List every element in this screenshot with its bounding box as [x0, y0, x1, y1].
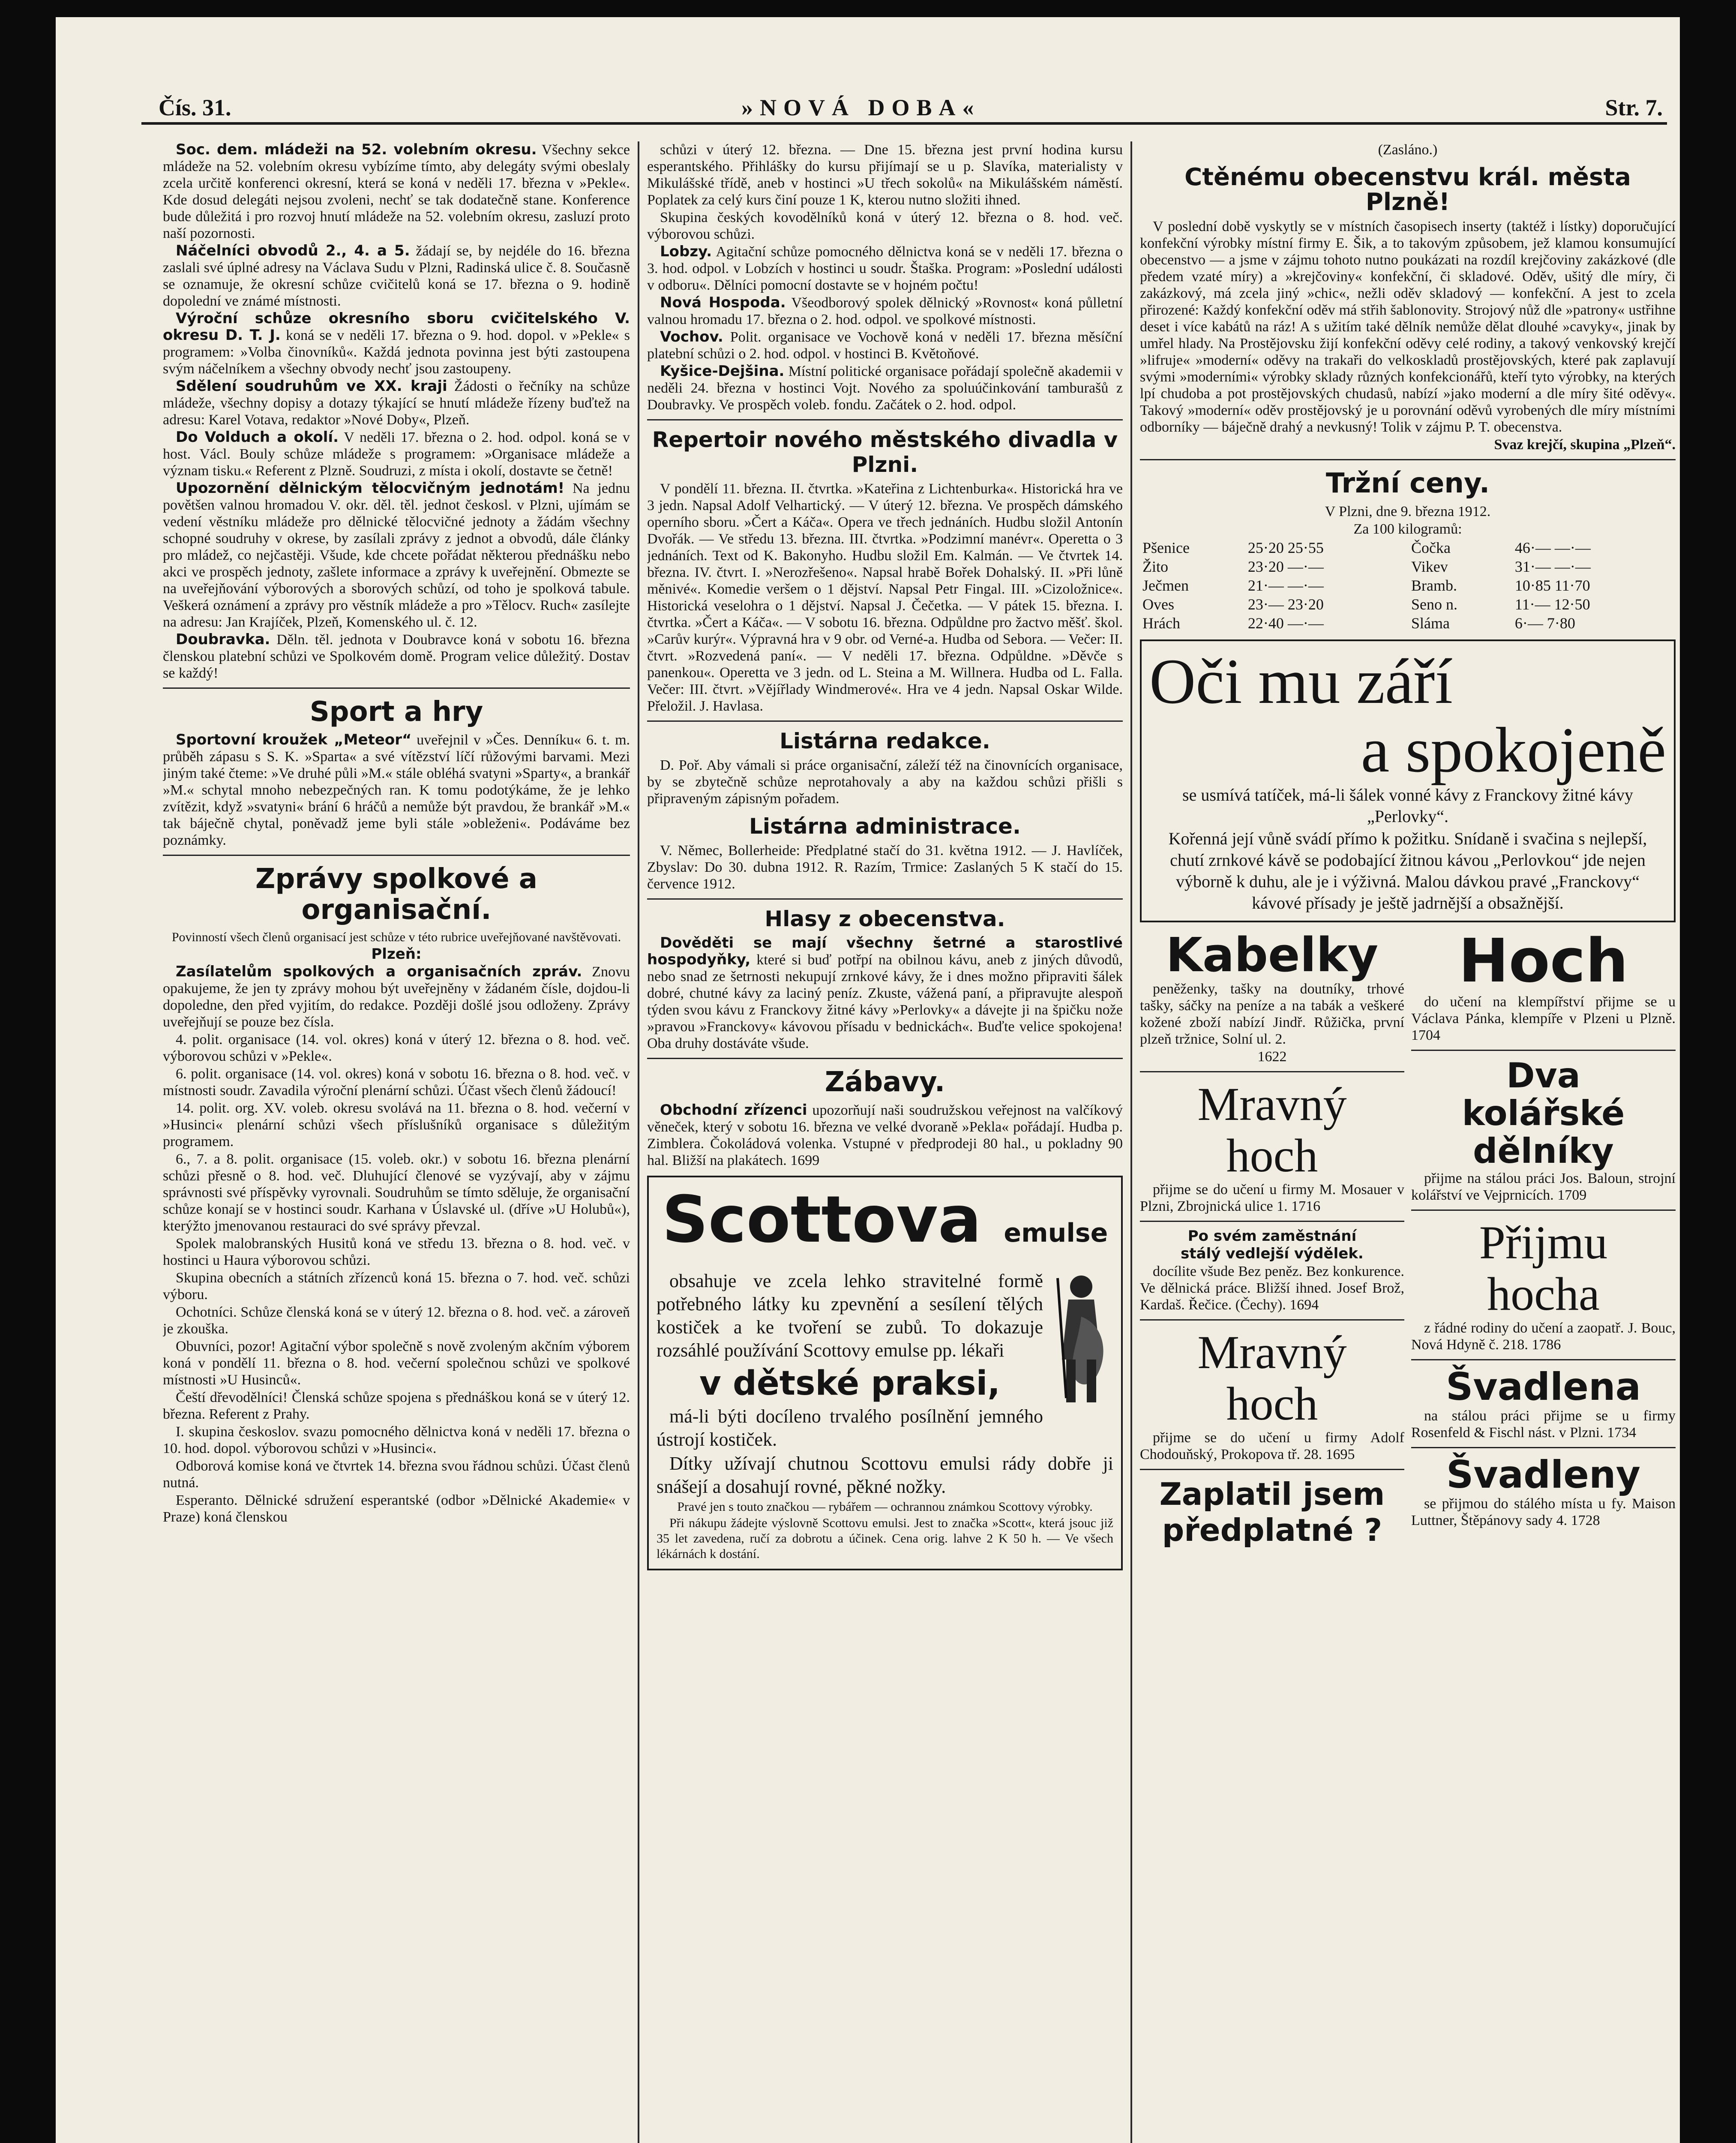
article: Sdělení soudruhům ve XX. kraji Žádosti o řečníky na schůze mládeže, všechny dopisy a dotazy týkající se hnutí mládeže řízeny buďtež na adresu: Karel Votava, redaktor »Nové Doby«, Plzeň.	[163, 378, 630, 428]
ad-title: Přijmu	[1479, 1216, 1608, 1269]
article: Sportovní kroužek „Meteor“ uveřejnil v »Čes. Denníku« 6. t. m. průběh zápasu s S. K. »Sparta« a své vítězství líčí růžovými barvami. Mezi jiným také čteme: »Ve druhé půli »M.« stále obléhá svatyni »Sparty«, a brankář »M.« schytal mnoho nebezpečných ran. K tomu podotýkáme, že je lehko zvítězit, když »svatyni« brání 6 hráčů a nemůže být pravdou, že brankář »M.« tak báječně chytal, poněvadž jeme byli stále »obleženi«. Podáváme bez poznámky.	[163, 731, 630, 848]
notice: Spolek malobranských Husitů koná ve středu 13. března o 8. hod. več. v hostinci u Haura výborovou schůzi.	[163, 1236, 630, 1268]
masthead-title: »NOVÁ DOBA«	[741, 95, 981, 120]
ad-title: Mravný	[1197, 1326, 1347, 1378]
classified-ads	[1140, 926, 1676, 1548]
ad-title: Scottova emulse	[662, 1183, 1108, 1257]
column-1	[163, 141, 630, 2143]
article: Nová Hospoda. Všeodborový spolek dělnický »Rovnost« koná půlletní valnou hromadu 17. března o 2. hod. odpol. ve spolkové místnosti.	[647, 294, 1123, 327]
ad-body: Dítky užívají chutnou Scottovu emulsi rády dobře ji snášejí a dosahují rovné, pěkné nožky.	[657, 1453, 1113, 1497]
ad-body: na stálou práci přijme se u firmy Rosenfeld & Fischl nást. v Plzni. 1734	[1411, 1408, 1676, 1441]
notice: 14. polit. org. XV. voleb. okresu svolává na 11. března o 8. hod. večerní v »Husinci« plenární schůzi všech příslušníků organisace s důležitým programem.	[163, 1100, 630, 1150]
article: Náčelníci obvodů 2., 4. a 5. žádají se, by nejdéle do 16. března zaslali své úplné adresy na Václava Sudu v Plzni, Radinská ulice č. 8. Současně se oznamuje, že okresní schůze cvičitelů koná se 17. března o 9. hodině dopolední ve známé místnosti.	[163, 242, 630, 309]
article: Soc. dem. mládeži na 52. volebním okresu. Všechny sekce mládeže na 52. volebním okresu vybízíme tímto, aby delegáty svými obeslaly zcela určitě konferenci okresní, která se koná v neděli 17. března v »Pekle«. Kde dosud delegáti nejsou zvoleni, nechť se tak dodatečně stane. Konference bude důležitá i pro rozvoj hnutí mládeže na 52. volebním okresu, zasluzí proto naší pozornosti.	[163, 141, 630, 241]
article: Kyšice-Dejšina. Místní politické organisace pořádají společně akademii v neděli 24. března v hostinci Vojt. Nového za spoluúčinkování tamburašů z Doubravky. Ve prospěch voleb. fondu. Začátek o 2. hod. odpol.	[647, 363, 1123, 413]
ad-title: Po svém zaměstnání	[1187, 1228, 1357, 1245]
section-heading-voices: Hlasy z obecenstva.	[765, 906, 1005, 931]
tailor-notice-text: V poslední době vyskytly se v místních časopisech inserty (taktéž i lístky) doporučující konfekční výrobky místní firmy E. Šik, a to takovým způsobem, jež klamou konsumující obecenstvo — a jsme v zájmu tohoto nutno poukázati na rozdíl krejčoviny zakázkové (dle předem vzaté míry) a »krejčoviny« konfekční, či skladové. Oděv, ušitý dle míry, či zakázkový, má zcela jiný »chic«, nežli oděv skladový — konfekční. A jest to zcela přirozené: Každý konfekční oděv má střih šablonovity. Strojový nůž dle »patrony« ustřihne deset i více kabátů na ráz! A s užitím také dělník nemůže dělat dlouhé »cavyky«, jinak by umřel hlady. Na Prostějovsku žijí konfekční oděvy celé rodiny, a takový venkovský krejčí »lifruje« »moderní« oděvy na trakaři do velkoskladů prostějovských, které pak zaplavují svými »moderními« výrobky sklady různých konfekcionářů, kteří tyto výrobky, na kterých lpí chudoba a pot prostějovských chudasů, nabízí »jako moderní a dle míry šité oděvy«. Takový »moderní« oděv prostějovský je u porovnání oděvů vyrobených dle míry místními odborníky — báječně drahý a nevkusný! Tolik v zájmu P. T. obecenstva.	[1140, 219, 1676, 435]
market-prices-heading: Tržní ceny.	[1325, 468, 1490, 499]
divider	[647, 898, 1123, 900]
ad-title: Oči mu září	[1149, 646, 1453, 717]
ad-body: má-li býti docíleno trvalého posílnění jemného ústrojí kostiček.	[657, 1406, 1043, 1450]
page-number: Str. 7.	[1605, 95, 1663, 120]
notice: Skupina českých kovodělníků koná v úterý 12. března o 8. hod. več. výborovou schůzi.	[647, 210, 1123, 242]
ad-body: peněženky, tašky na doutníky, trhové tašky, sáčky na peníze a na tabák a veškeré kožené zboží nabízí Jindř. Růžička, první plzeň tržnice, Solní ul. 2.	[1140, 981, 1404, 1047]
article: Vochov. Polit. organisace ve Vochově koná v neděli 17. března měsíční platební schůzi o 2. hod. odpol. v hostinci B. Květoňové.	[647, 328, 1123, 362]
administration-text: V. Němec, Bollerheide: Předplatné stačí do 31. května 1912. — J. Havlíček, Zbyslav: Do 30. dubna 1912. R. Razím, Trmice: Zaslaných 5 K stačí do 15. července 1912.	[647, 843, 1123, 892]
trademark-caption: Pravé jen s touto značkou — rybářem — ochrannou známkou Scottovy výrobky.	[677, 1500, 1093, 1514]
ad-body: přijme na stálou práci Jos. Baloun, strojní kolářství ve Vejprnicích. 1709	[1411, 1171, 1676, 1203]
ad-title: předplatné ?	[1162, 1512, 1382, 1548]
ad-title: hoch	[1226, 1129, 1318, 1182]
column-3	[1140, 141, 1676, 2143]
divider	[1140, 1469, 1404, 1470]
section-heading-editorial: Listárna redakce.	[780, 729, 990, 753]
ad-body: obsahuje ve zcela lehko stravitelné formě potřebného látky ku zpevnění a sesílení tělých kostiček a ke tvoření se zubů. To dokazuje rozsáhlé používání Scottovy emulse pp. lékaři	[657, 1270, 1043, 1361]
repertoire-text: V pondělí 11. března. II. čtvrtka. »Kateřina z Lichtenburka«. Historická hra ve 3 jedn. Napsal Adolf Velhartický. — V úterý 12. března. Ve prospěch dámského operního sboru. »Čert a Káča«. Opera ve třech jednáních. Hudbu složil Antonín Dvořák. — Ve středu 13. března. III. čtvrtka. »Podzimní manévr«. Operetta o 3 jednáních. Text od K. Bakonyho. Hudbu složil Em. Kalmán. — Ve čtvrtek 14. března. IV. čtvrt. I. »Nerozřešeno«. Napsal hrabě Bořek Dohalský. II. »Při lůně měnivé«. Komedie veršem o 1 dějství. Napsal Petr Fingal. III. »Cizoložnice«. Historická veselohra o 1 dějství. Napsal J. Čečetka. — V pátek 15. března. I. čtvrtka. »Čert a Káča«. — V sobotu 16. března. Odpůldne pro žactvo měšť. škol. »Carův kurýr«. Výpravná hra v 9 obr. od Verné-a. Hudba od Sebora. — Večer: II. čtvrt. »Rozvedená paní«. — V neděli 17. března. Odpůldne. »Děvče s panenkou«. Operetta ve 3 jedn. od L. Steina a M. Willnera. Hudba od L. Falla. Večer: III. čtvrt. »Vějířlady Windmerové«. Hra ve 4 jedn. Napsal Oskar Wilde. Přeložil. J. Havlasa.	[647, 481, 1123, 714]
column-2	[647, 141, 1123, 2143]
editorial-text: D. Poř. Aby vámali si práce organisační, záleží též na činovnících organisace, by se zbytečně schůze neprotahovaly a aby na každou schůzi přišli s připraveným zápisným pořadem.	[647, 757, 1123, 807]
divider	[163, 855, 630, 856]
section-intro: Povinností všech členů organisací jest schůze v této rubrice uveřejňované navštěvovati.	[171, 930, 621, 944]
ad-title: Mravný	[1197, 1078, 1347, 1130]
classified-column-right	[1411, 926, 1676, 1548]
article: Doubravka. Děln. těl. jednota v Doubravce koná v sobotu 16. března členskou platební schůzi ve Spolkovém domě. Program velice důležitý. Dostav se každý!	[163, 631, 630, 681]
ad-title: dělníky	[1473, 1131, 1614, 1171]
divider	[163, 687, 630, 689]
section-heading-entertainment: Zábavy.	[825, 1066, 945, 1098]
ad-body: přijme se do učení u firmy Adolf Chodouňský, Prokopova tř. 28. 1695	[1140, 1430, 1404, 1462]
market-date: V Plzni, dne 9. března 1912.	[1325, 504, 1491, 519]
ad-title: Švadlena	[1446, 1365, 1641, 1409]
tailor-notice-heading: Ctěnému obecenstvu král. města Plzně!	[1184, 163, 1631, 216]
notice: Čeští dřevodělníci! Členská schůze spojena s přednáškou koná se v úterý 12. března. Referent z Prahy.	[163, 1390, 630, 1422]
table-row: Ječmen 21·— —·— Bramb. 10·85 11·70	[1142, 577, 1590, 594]
article: Upozornění dělnickým tělocvičným jednotám! Na jednu povětšen valnou hromadou V. okr. děl. těl. jednot českosl. v Plzni, ujímám se vedení věstníku mládeže pro dělnické tělocvičné jednoty a žádám všechny schopné soudruhy v okrese, by zasílali zprávy z jednot a obvodů, dále články pro mládež, co nejčastěji. Všude, kde chcete pořádat některou přednášku nebo akci ve prospěch jednoty, zašlete informace a zprávy k uveřejnění. Obmezte se na uveřejňování výborových a sborových schůzí, od toho je spolková tabule. Veškerá oznámení a zprávy pro věstník mládeže a pro »Tělocv. Ruch« zasílejte na adresu: Jan Krajíček, Plzeň, Komenského ul. č. 12.	[163, 480, 630, 630]
ad-title: Kabelky	[1166, 927, 1379, 982]
table-row: Oves 23·— 23·20 Seno n. 11·— 12·50	[1142, 596, 1590, 613]
section-heading-sport: Sport a hry	[309, 696, 483, 728]
ad-title: Hoch	[1458, 926, 1628, 996]
market-prices-table	[1140, 538, 1676, 633]
newspaper-page	[56, 17, 1680, 2143]
perlovka-coffee-ad	[1140, 639, 1676, 922]
tailor-notice-signature: Svaz krejčí, skupina „Plzeň“.	[1494, 437, 1676, 453]
article: Lobzy. Agitační schůze pomocného dělnictva koná se v neděli 17. března o 3. hod. odpol. v Lobzích v hostinci u soudr. Štaška. Program: »Poslední události v odboru«. Dělníci pomocní dostavte se v hojném počtu!	[647, 243, 1123, 293]
article: Výroční schůze okresního sboru cvičitelského V. okresu D. T. J. koná se v neděli 17. března o 9. hod. dopol. v »Pekle« s programem: »Volba činovníků«. Každá jednota povinna jest býti zastoupena svým náčelníkem a všechny obvody nechť jsou zastoupeny.	[163, 310, 630, 377]
ad-number: 1622	[1257, 1049, 1287, 1065]
ad-body: se přijmou do stálého místa u fy. Maison Luttner, Štěpánovy sady 4. 1728	[1411, 1496, 1676, 1528]
divider	[1411, 1050, 1676, 1051]
ad-highlight: v dětské praksi,	[699, 1364, 1000, 1403]
ad-footer: Při nákupu žádejte výslovně Scottovu emulsi. Jest to značka »Scott«, která jsouc již 35 let zavedena, ručí za dobrotu a účinek. Cena orig. lahve 2 K 50 h. — Ve všech lékárnách k dostání.	[657, 1516, 1113, 1561]
header-rule	[141, 122, 1667, 125]
ad-title: kolářské	[1462, 1093, 1625, 1133]
ad-title: hocha	[1487, 1268, 1600, 1320]
ad-body: docílite všude Bez peněz. Bez konkurence. Ve dělnická práce. Bližší ihned. Josef Brož, Kardaš. Řečice. (Čechy). 1694	[1140, 1264, 1404, 1313]
ad-body: se usmívá tatíček, má-li šálek vonné kávy z Franckovy žitné kávy „Perlovky“.	[1182, 785, 1633, 826]
ad-title: Dva	[1506, 1056, 1580, 1096]
notice: Skupina obecních a státních zřízenců koná 15. března o 7. hod. več. schůzi výboru.	[163, 1270, 630, 1303]
ad-body: z řádné rodiny do učení a zaopatř. J. Bouc, Nová Hdyně č. 218. 1786	[1411, 1320, 1676, 1353]
ad-title: Zaplatil jsem	[1159, 1476, 1385, 1512]
divider	[1140, 1221, 1404, 1222]
notice: 6., 7. a 8. polit. organisace (15. voleb. okr.) v sobotu 16. března plenární schůzi přesně o 8. hod. več. Dluhující členové se vyzývají, aby v zájmu správnosti své příspěvky vyrovnali. Soudruhům se tímto sděluje, že organisační schůze konají se v hostinci soudr. Karhana v Úslavské ul. (dříve »U Holubů«), kterýžto jmenovanou restauraci do své správy převzal.	[163, 1151, 630, 1234]
table-row: Žito 23·20 —·— Vikev 31·— —·—	[1142, 558, 1591, 575]
issue-number: Čís. 31.	[159, 95, 231, 120]
section-heading-clubs: Zprávy spolkové a organisační.	[255, 863, 537, 926]
city-subheading: Plzeň:	[371, 945, 422, 963]
table-row: Pšenice 25·20 25·55 Čočka 46·— —·—	[1142, 539, 1591, 556]
notice: I. skupina českoslov. svazu pomocného dělnictva koná v neděli 17. března o 10. hod. dopol. výborovou schůzi v »Husinci«.	[163, 1424, 630, 1456]
notice: 4. polit. organisace (14. vol. okres) koná v úterý 12. března o 8. hod. več. výborovou schůzi v »Pekle«.	[163, 1032, 630, 1064]
divider	[647, 419, 1123, 420]
page-header	[56, 77, 1680, 124]
article: Do Volduch a okolí. V neděli 17. března o 2. hod. odpol. koná se v host. Václ. Bouly schůze mládeže s programem: »Organisace mládeže a význam tisku.« Referent z Plzně. Soudruzi, z místa i okolí, dostavte se četně!	[163, 429, 630, 479]
divider	[647, 720, 1123, 722]
divider	[1411, 1359, 1676, 1360]
ad-title: stálý vedlejší výdělek.	[1181, 1245, 1364, 1262]
sent-in-label: (Zasláno.)	[1378, 142, 1438, 158]
column-divider	[638, 141, 639, 2143]
column-divider	[1130, 141, 1132, 2143]
section-heading-repertoire: Repertoir nového městského divadla v Plzni.	[652, 427, 1118, 477]
divider	[1411, 1447, 1676, 1448]
notice: Odborová komise koná ve čtvrtek 14. března svou řádnou schůzi. Účast členů nutná.	[163, 1458, 630, 1491]
fisherman-trademark-icon	[1049, 1270, 1113, 1411]
notice: schůzi v úterý 12. března. — Dne 15. března jest první hodina kursu esperantského. Přihlášky do kursu přijímají se u p. Slavíka, materialisty v Mikulášské třídě, aneb v hostinci »U třech sokolů« na Mikulášském náměstí. Poplatek za celý kurs činí pouze 1 K, kterou nutno složiti ihned.	[647, 142, 1123, 208]
ad-title: a spokojeně	[1361, 714, 1666, 786]
ad-body: přijme se do učení u firmy M. Mosauer v Plzni, Zbrojnická ulice 1. 1716	[1140, 1182, 1404, 1214]
divider	[647, 1058, 1123, 1059]
divider	[1411, 1210, 1676, 1211]
ad-body: Kořenná její vůně svádí přímo k požitku. Snídaně i svačina s nejlepší, chutí zrnkové kávě se podobající žitnou kávou „Perlovkou“ jde nejen výborně k duhu, ale je i výživná. Malou dávkou pravé „Franckovy“ kávové přísady je ještě jadrnější a obsažnější.	[1168, 829, 1647, 912]
scott-emulsion-ad	[647, 1176, 1123, 1570]
table-row: Hrách 22·40 —·— Sláma 6·— 7·80	[1142, 615, 1575, 632]
divider	[1140, 459, 1676, 460]
classified-column-left	[1140, 929, 1404, 1548]
article: Obchodní zřízenci upozorňují naši soudružskou veřejnost na valčíkový věneček, který v sobotu 16. března ve velké dvoraně »Pekla« pořádají. Hudba p. Zimblera. Čokoládová volenka. Vstupné v předprodeji 80 hal., u pokladny 90 hal. Bližší na plakátech. 1699	[647, 1102, 1123, 1168]
ad-body: do učení na klempířství přijme se u Václava Pánka, klempíře v Plzeni u Plzně. 1704	[1411, 994, 1676, 1043]
divider	[1140, 1319, 1404, 1321]
notice: Obuvníci, pozor! Agitační výbor společně s nově zvoleným akčním výborem koná v pondělí 11. března o 8. hod. večerní společnou schůzi ve spolkové místnosti »U Husinců«.	[163, 1339, 630, 1388]
article: Zasílatelům spolkových a organisačních zpráv. Znovu opakujeme, že jen ty zprávy mohou být uveřejněny v žádaném čísle, dojdou-li dopoledne, den před vyjitím, do redakce. Později došlé jsou odloženy. Zprávy uveřejňují se pouze bez čísla.	[163, 963, 630, 1030]
article: Dověděti se mají všechny šetrné a starostlivé hospodyňky, které si buď potřpí na obilnou kávu, aneb z jiných důvodů, nebo snad ze šetrnosti nekupují zrnkové kávy, že i dnes možno připraviti šálek dobré, chutné kávy za laciný peníz. Zkuste, vážená paní, a připravujte alespoň týden svou kávu z Franckovy žitné kávy »Perlovky« a dávejte ji na špičku nože »pravou »Franckovy« kávovou přísadu v bednickách«. Buďte velice spokojena! Oba druhy dostáváte všude.	[647, 934, 1123, 1051]
ad-title: hoch	[1226, 1378, 1318, 1430]
notice: Ochotníci. Schůze členská koná se v úterý 12. března o 8. hod. več. a zároveň je zkouška.	[163, 1304, 630, 1337]
market-unit: Za 100 kilogramů:	[1353, 521, 1462, 537]
notice: 6. polit. organisace (14. vol. okres) koná v sobotu 16. března o 8. hod. več. v místnosti soudr. Zavadila výroční plenární schůzi. Účast všech členů žádoucí!	[163, 1066, 630, 1099]
ad-title: Švadleny	[1446, 1453, 1640, 1497]
section-heading-administration: Listárna administrace.	[749, 814, 1021, 839]
divider	[1140, 1071, 1404, 1072]
notice: Esperanto. Dělnické sdružení esperantské (odbor »Dělnické Akademie« v Praze) koná členskou	[163, 1492, 630, 1525]
